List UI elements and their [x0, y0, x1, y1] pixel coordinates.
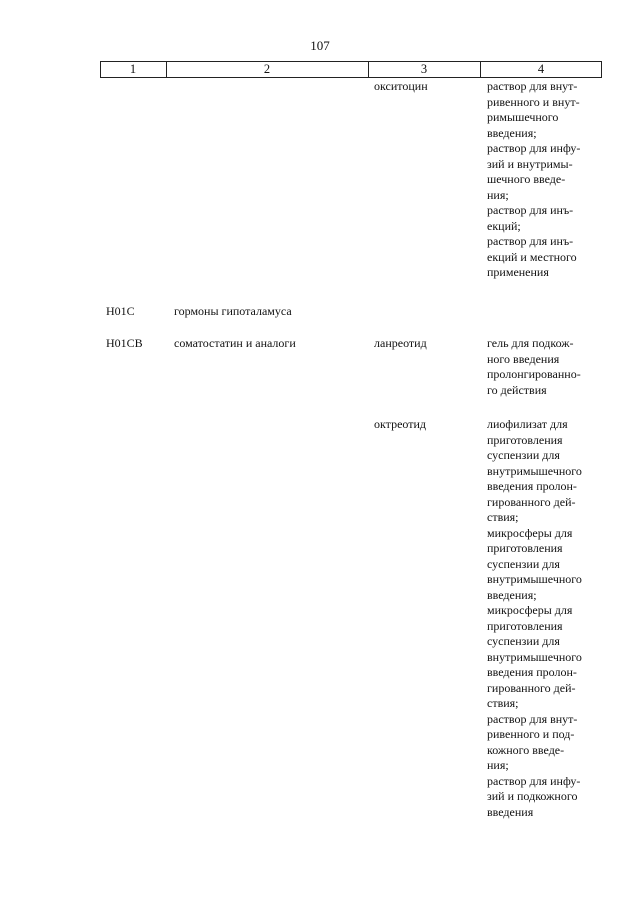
dosage-form-line: гированного дей- [487, 494, 576, 509]
atc-group-h01cb: соматостатин и аналоги [174, 336, 296, 350]
dosage-form-line: суспензии для [487, 448, 560, 462]
dosage-forms-octreotide [487, 417, 599, 820]
dosage-form-line: микросферы для [487, 525, 573, 540]
dosage-form-line: ствия; [487, 510, 519, 524]
dosage-form-line: раствор для инфу- [487, 773, 581, 788]
dosage-form-line: римышечного [487, 110, 559, 124]
dosage-form-line: кожного введе- [487, 742, 565, 757]
dosage-form-line: ного введения [487, 351, 560, 366]
dosage-form-line: раствор для внут- [487, 711, 578, 726]
drug-name-oxytocin: окситоцин [374, 79, 428, 93]
column-header-1: 1 [129, 62, 137, 76]
dosage-form-line: ствия; [487, 696, 519, 710]
dosage-form-line: приготовления [487, 432, 563, 447]
dosage-form-line: раствор для внут- [487, 79, 578, 93]
column-header-3: 3 [420, 62, 428, 76]
drug-name-lanreotide: ланреотид [374, 336, 427, 350]
table-header [100, 61, 602, 78]
dosage-form-line: внутримышечного [487, 463, 582, 478]
dosage-form-line: шечного введе- [487, 172, 566, 186]
dosage-form-line: введения [487, 804, 534, 819]
dosage-form-line: суспензии для [487, 634, 560, 648]
dosage-form-line: внутримышечного [487, 649, 582, 664]
dosage-form-line: лиофилизат для [487, 417, 568, 431]
dosage-forms-lanreotide [487, 336, 599, 398]
dosage-form-line: ния; [487, 758, 509, 772]
dosage-form-line: раствор для инфу- [487, 141, 581, 155]
dosage-form-line: введения пролон- [487, 479, 577, 493]
dosage-form-line: ривенного и внут- [487, 94, 580, 109]
column-header-4: 4 [537, 62, 545, 76]
dosage-form-line: ривенного и под- [487, 727, 575, 741]
dosage-form-line: введения; [487, 125, 537, 140]
atc-code-h01c: H01C [106, 304, 135, 318]
dosage-form-line: ния; [487, 187, 509, 202]
dosage-form-line: приготовления [487, 541, 563, 555]
dosage-form-line: применения [487, 265, 549, 279]
dosage-form-line: внутримышечного [487, 572, 582, 586]
dosage-form-line: раствор для инъ- [487, 203, 574, 217]
dosage-form-line: гированного дей- [487, 680, 576, 695]
drug-name-octreotide: октреотид [374, 417, 427, 431]
dosage-form-line: суспензии для [487, 556, 560, 571]
dosage-form-line: микросферы для [487, 603, 573, 617]
dosage-form-line: пролонгированно- [487, 367, 581, 381]
dosage-form-line: зий и подкожного [487, 789, 578, 803]
dosage-form-line: зий и внутримы- [487, 156, 573, 171]
dosage-form-line: раствор для инъ- [487, 234, 574, 248]
atc-code-h01cb: H01CB [106, 336, 143, 350]
column-header-2: 2 [263, 62, 271, 76]
page-number: 107 [310, 38, 330, 53]
dosage-form-line: екций и местного [487, 249, 577, 264]
dosage-form-line: го действия [487, 382, 547, 397]
dosage-form-line: екций; [487, 218, 521, 233]
dosage-form-line: гель для подкож- [487, 336, 574, 350]
dosage-form-line: введения пролон- [487, 665, 577, 679]
column-divider [601, 62, 602, 77]
dosage-forms-oxytocin [487, 79, 599, 281]
dosage-form-line: введения; [487, 587, 537, 602]
dosage-form-line: приготовления [487, 618, 563, 633]
atc-group-h01c: гормоны гипоталамуса [174, 304, 292, 318]
